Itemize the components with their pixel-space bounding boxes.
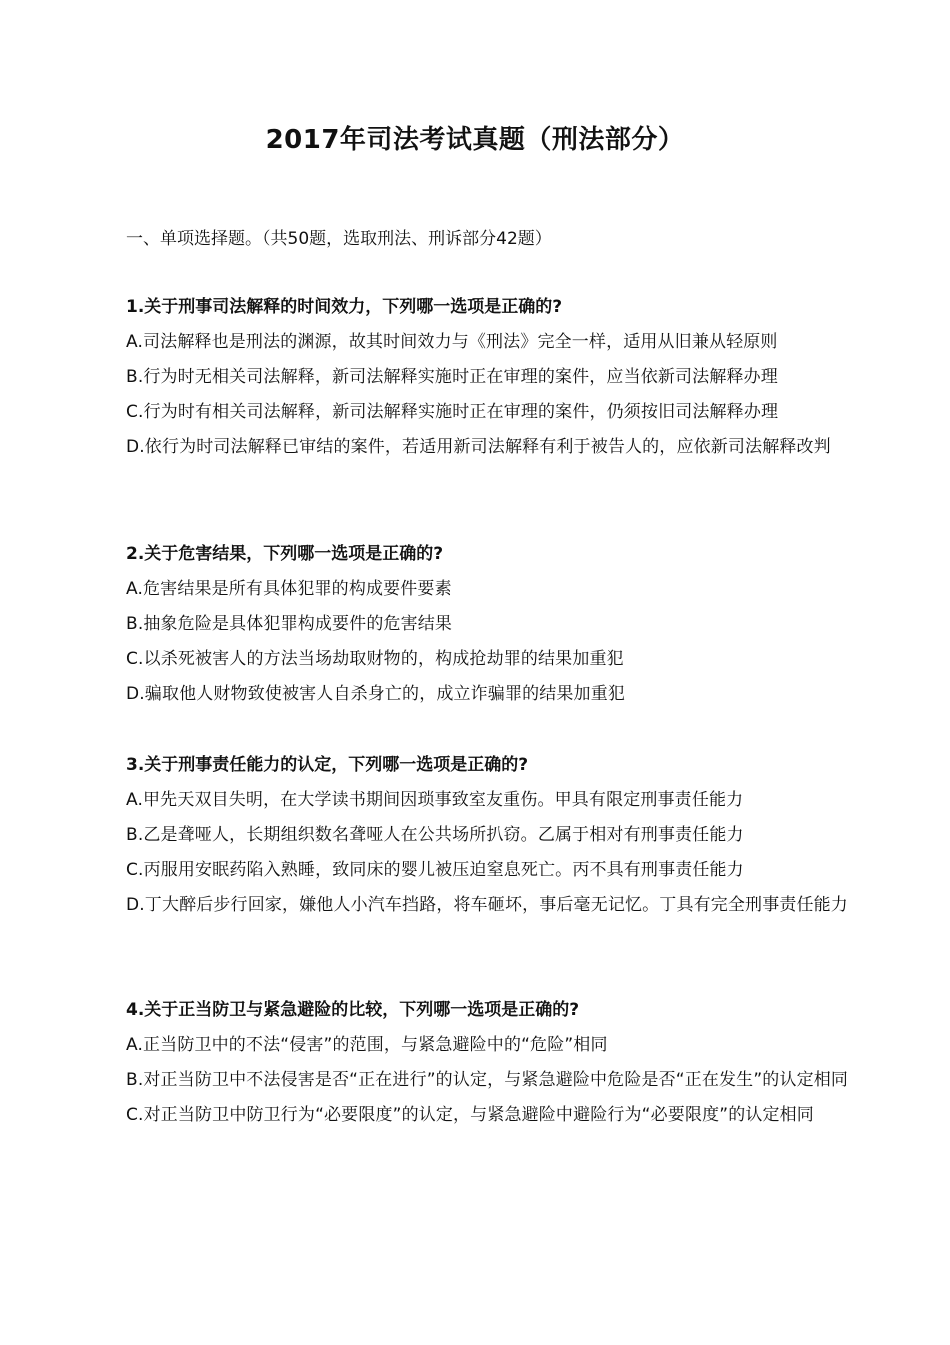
page-title: 2017年司法考试真题（刑法部分） <box>265 125 685 155</box>
option-c: C.以杀死被害人的方法当场劫取财物的，构成抢劫罪的结果加重犯 <box>126 649 624 669</box>
option-c: C.行为时有相关司法解释，新司法解释实施时正在审理的案件，仍须按旧司法解释办理 <box>126 402 779 422</box>
question-stem: 1.关于刑事司法解释的时间效力，下列哪一选项是正确的? <box>126 297 563 317</box>
question-stem: 4.关于正当防卫与紧急避险的比较，下列哪一选项是正确的? <box>126 1000 580 1020</box>
option-a: A.司法解释也是刑法的渊源，故其时间效力与《刑法》完全一样，适用从旧兼从轻原则 <box>126 332 778 352</box>
question-1 <box>88 290 878 465</box>
question-stem: 2.关于危害结果，下列哪一选项是正确的? <box>126 544 444 564</box>
section-heading: 一、单项选择题。（共50题，选取刑法、刑诉部分42题） <box>126 229 552 249</box>
question-3 <box>88 748 878 923</box>
option-b: B.对正当防卫中不法侵害是否“正在进行”的认定，与紧急避险中危险是否“正在发生”的认定相同 <box>126 1070 849 1090</box>
option-list <box>88 783 878 923</box>
option-a: A.甲先天双目失明，在大学读书期间因琐事致室友重伤。甲具有限定刑事责任能力 <box>126 790 744 810</box>
option-a: A.危害结果是所有具体犯罪的构成要件要素 <box>126 579 452 599</box>
option-list <box>88 1028 878 1133</box>
option-b: B.乙是聋哑人，长期组织数名聋哑人在公共场所扒窃。乙属于相对有刑事责任能力 <box>126 825 744 845</box>
option-list <box>88 572 878 712</box>
option-d: D.骗取他人财物致使被害人自杀身亡的，成立诈骗罪的结果加重犯 <box>126 684 625 704</box>
option-d: D.丁大醉后步行回家，嫌他人小汽车挡路，将车砸坏，事后毫无记忆。丁具有完全刑事责任能力 <box>126 895 848 915</box>
option-c: C.丙服用安眠药陷入熟睡，致同床的婴儿被压迫窒息死亡。丙不具有刑事责任能力 <box>126 860 744 880</box>
option-d: D.依行为时司法解释已审结的案件，若适用新司法解释有利于被告人的，应依新司法解释改判 <box>126 437 831 457</box>
option-b: B.抽象危险是具体犯罪构成要件的危害结果 <box>126 614 453 634</box>
option-list <box>88 325 878 465</box>
option-a: A.正当防卫中的不法“侵害”的范围，与紧急避险中的“危险”相同 <box>126 1035 608 1055</box>
question-4 <box>88 993 878 1133</box>
question-2 <box>88 537 878 712</box>
option-c: C.对正当防卫中防卫行为“必要限度”的认定，与紧急避险中避险行为“必要限度”的认定相同 <box>126 1105 814 1125</box>
option-b: B.行为时无相关司法解释，新司法解释实施时正在审理的案件，应当依新司法解释办理 <box>126 367 778 387</box>
question-stem: 3.关于刑事责任能力的认定，下列哪一选项是正确的? <box>126 755 529 775</box>
